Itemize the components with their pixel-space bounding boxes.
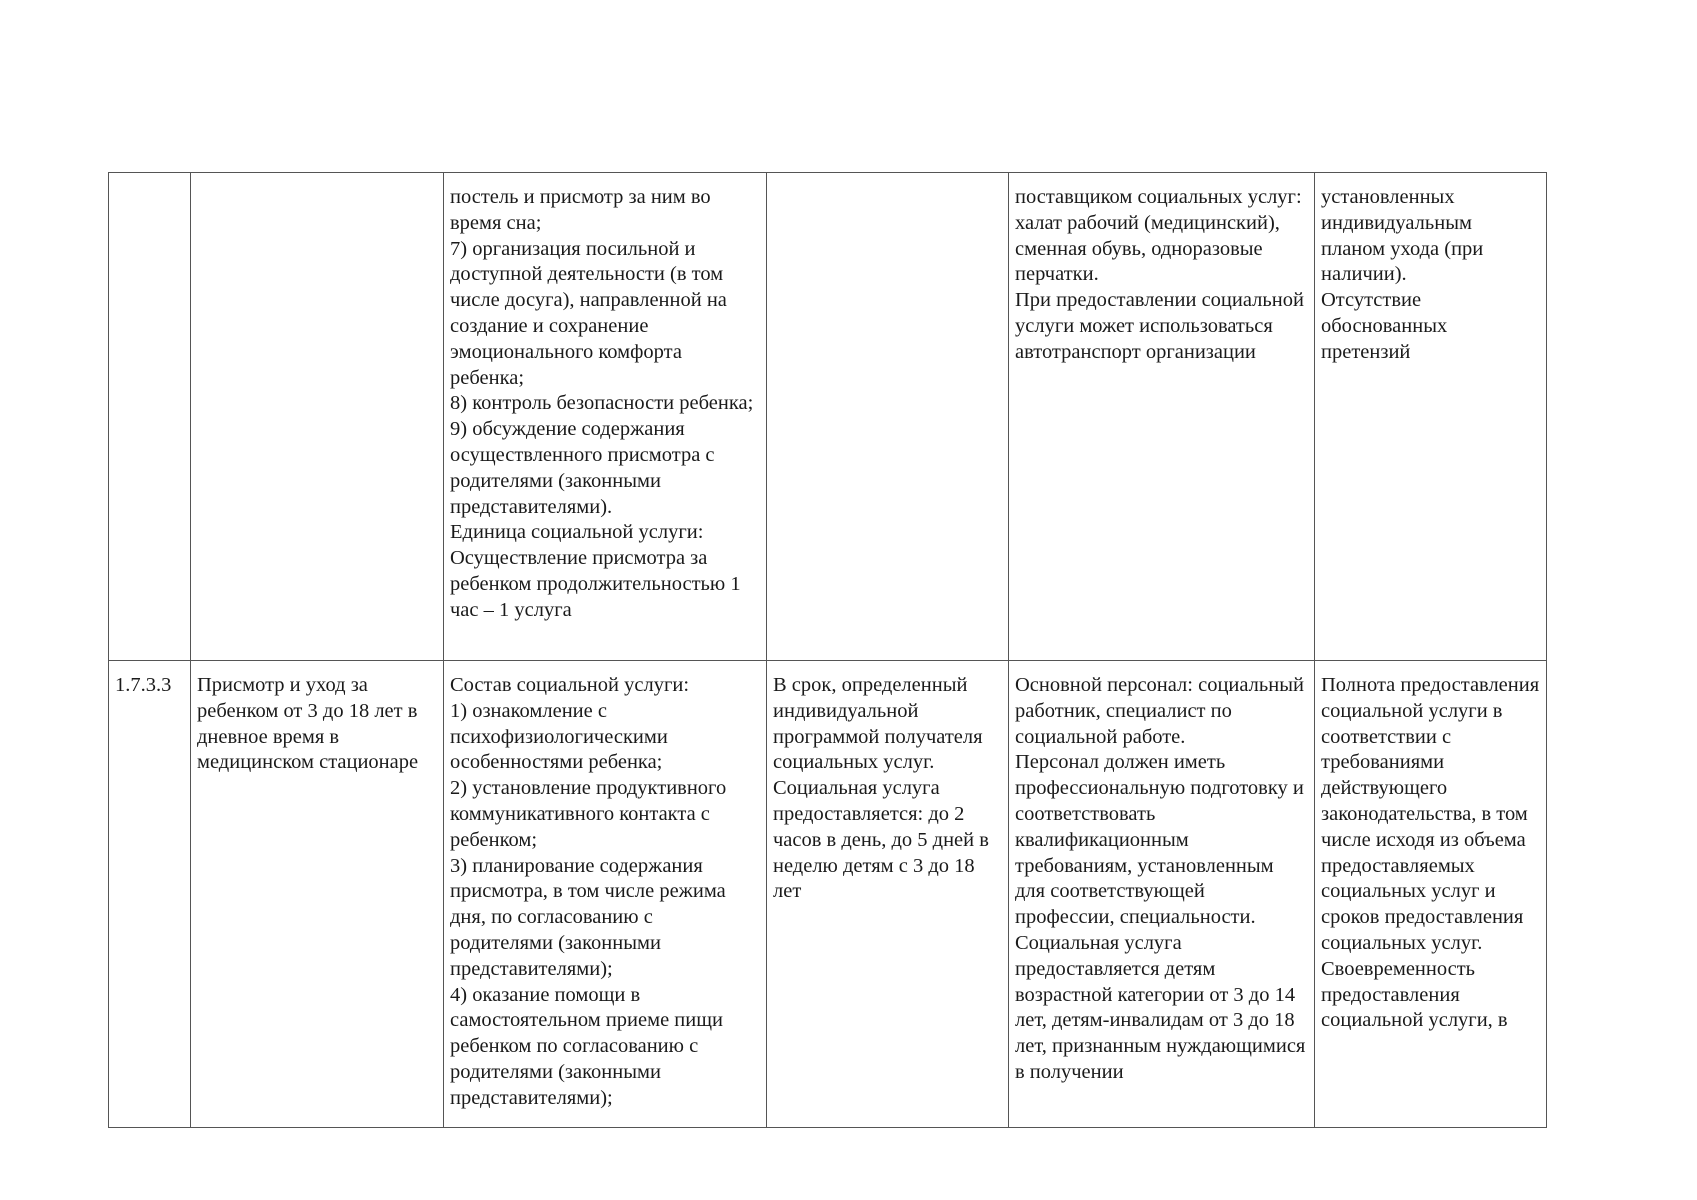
cell-service-conditions: поставщиком социальных услуг: халат рабочий (медицинский), сменная обувь, одноразовые перчатки. При предоставлении социальной услуги может использоваться автотранспорт организации bbox=[1009, 173, 1315, 661]
cell-service-name: Присмотр и уход за ребенком от 3 до 18 лет в дневное время в медицинском стационаре bbox=[191, 661, 444, 1128]
cell-service-quality: установленных индивидуальным планом ухода (при наличии). Отсутствие обоснованных претензий bbox=[1315, 173, 1547, 661]
cell-service-term bbox=[767, 173, 1009, 661]
cell-service-quality: Полнота предоставления социальной услуги в соответствии с требованиями действующего законодательства, в том числе исходя из объема предоставляемых социальных услуг и сроков предоставления социальных услуг. Своевременность предоставления социальной услуги, в bbox=[1315, 661, 1547, 1128]
cell-number: 1.7.3.3 bbox=[109, 661, 191, 1128]
cell-service-term: В срок, определенный индивидуальной программой получателя социальных услуг. Социальная услуга предоставляется: до 2 часов в день, до 5 дней в неделю детям с 3 до 18 лет bbox=[767, 661, 1009, 1128]
cell-service-conditions: Основной персонал: социальный работник, специалист по социальной работе. Персонал должен иметь профессиональную подготовку и соответствовать квалификационным требованиям, установленным для соответствующей профессии, специальности. Социальная услуга предоставляется детям возрастной категории от 3 до 14 лет, детям-инвалидам от 3 до 18 лет, признанным нуждающимися в получении bbox=[1009, 661, 1315, 1128]
table-row bbox=[109, 661, 1547, 1128]
cell-service-name bbox=[191, 173, 444, 661]
cell-number bbox=[109, 173, 191, 661]
cell-service-content: постель и присмотр за ним во время сна; 7) организация посильной и доступной деятельности (в том числе досуга), направленной на создание и сохранение эмоционального комфорта ребенка; 8) контроль безопасности ребенка; 9) обсуждение содержания осуществленного присмотра с родителями (законными представителями). Единица социальной услуги: Осуществление присмотра за ребенком продолжительностью 1 час – 1 услуга bbox=[444, 173, 767, 661]
cell-service-content: Состав социальной услуги: 1) ознакомление с психофизиологическими особенностями ребенка; 2) установление продуктивного коммуникативного контакта с ребенком; 3) планирование содержания присмотра, в том числе режима дня, по согласованию с родителями (законными представителями); 4) оказание помощи в самостоятельном приеме пищи ребенком по согласованию с родителями (законными представителями); bbox=[444, 661, 767, 1128]
services-table bbox=[108, 172, 1547, 1128]
table-row bbox=[109, 173, 1547, 661]
